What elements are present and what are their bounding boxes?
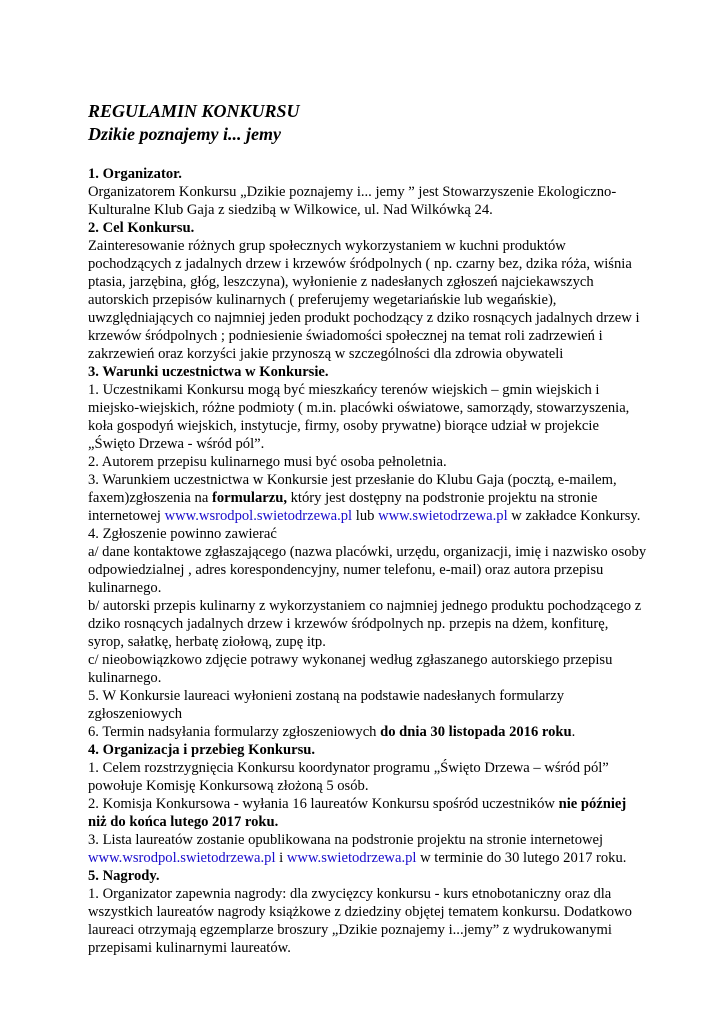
section-heading-goal: 2. Cel Konkursu. <box>88 220 195 236</box>
link-wsrodpol[interactable]: www.wsrodpol.swietodrzewa.pl <box>164 508 353 524</box>
organization-item-3-text-b: i <box>275 850 287 866</box>
organization-item-3-text-a: 3. Lista laureatów zostanie opublikowana na podstronie projektu na stronie internetowej <box>88 832 604 848</box>
conditions-item-3-text-a: 3. Warunkiem uczestnictwa w Konkursie jest przesłanie do Klubu Gaja (pocztą, e-mailem, faxem)zgłoszenia na <box>88 472 617 506</box>
document-body <box>88 165 648 957</box>
conditions-item-6-text-a: 6. Termin nadsyłania formularzy zgłoszeniowych <box>88 724 381 740</box>
conditions-item-2: 2. Autorem przepisu kulinarnego musi być osoba pełnoletnia. <box>88 454 447 470</box>
document-subtitle: Dzikie poznajemy i... jemy <box>88 124 281 144</box>
section-text-organizer: Organizatorem Konkursu „Dzikie poznajemy i... jemy ” jest Stowarzyszenie Ekologiczno-Kulturalne Klub Gaja z siedzibą w Wilkowice, ul. Nad Wilkówką 24. <box>88 184 617 218</box>
conditions-item-3-text-c: lub <box>352 508 379 524</box>
prizes-item-1: 1. Organizator zapewnia nagrody: dla zwycięzcy konkursu - kurs etnobotaniczny oraz dla wszystkich laureatów nagrody książkowe z dziedziny objętej tematem konkursu. Dodatkowo laureaci otrzymają egzemplarze broszury „Dzikie poznajemy i...jemy” z wydrukowanymi przepisami kulinarnymi laureatów. <box>88 886 632 956</box>
conditions-item-4c: c/ nieobowiązkowo zdjęcie potrawy wykonanej według zgłaszanego autorskiego przepisu kulinarnego. <box>88 652 613 686</box>
section-heading-prizes: 5. Nagrody. <box>88 868 160 884</box>
document-title: REGULAMIN KONKURSU <box>88 101 300 121</box>
conditions-item-4b: b/ autorski przepis kulinarny z wykorzystaniem co najmniej jednego produktu pochodzącego z dziko rosnących jadalnych drzew i krzewów śródpolnych np. przepis na dżem, konfiturę, syrop, sałatkę, herbatę ziołową, zupę itp. <box>88 598 642 650</box>
link-wsrodpol-2[interactable]: www.wsrodpol.swietodrzewa.pl <box>88 850 276 866</box>
conditions-item-5: 5. W Konkursie laureaci wyłonieni zostaną na podstawie nadesłanych formularzy zgłoszeniowych <box>88 688 565 722</box>
conditions-item-3-bold: formularzu, <box>211 490 287 506</box>
link-swietodrzewa[interactable]: www.swietodrzewa.pl <box>378 508 508 524</box>
conditions-item-4a: a/ dane kontaktowe zgłaszającego (nazwa placówki, urzędu, organizacji, imię i nazwisko osoby odpowiedzialnej , adres korespondencyjny, numer telefonu, e-mail) oraz autora przepisu kulinarnego. <box>88 544 647 596</box>
section-heading-organization: 4. Organizacja i przebieg Konkursu. <box>88 742 316 758</box>
conditions-item-3 <box>88 471 648 525</box>
conditions-item-1: 1. Uczestnikami Konkursu mogą być mieszkańcy terenów wiejskich – gmin wiejskich i miejsko-wiejskich, różne podmioty ( m.in. placówki oświatowe, samorządy, stowarzyszenia, koła gospodyń wiejskich, instytucje, firmy, osoby prywatne) biorące udział w projekcie „Święto Drzewa - wśród pól”. <box>88 382 630 452</box>
conditions-item-6-bold: do dnia 30 listopada 2016 roku <box>380 724 572 740</box>
conditions-item-3-text-d: w zakładce Konkursy. <box>507 508 641 524</box>
section-heading-conditions: 3. Warunki uczestnictwa w Konkursie. <box>88 364 329 380</box>
section-text-goal: Zainteresowanie różnych grup społecznych wykorzystaniem w kuchni produktów pochodzących z jadalnych drzew i krzewów śródpolnych ( np. czarny bez, dzika róża, wiśnia ptasia, jarzębina, głóg, leszczyna), wyłonienie z nadesłanych zgłoszeń najciekawszych autorskich przepisów kulinarnych ( preferujemy wegetariańskie lub wegańskie), uwzględniających co najmniej jeden produkt pochodzący z dziko rosnących jadalnych drzew i krzewów śródpolnych ; podniesienie świadomości społecznej na temat roli zadrzewień i zakrzewień oraz korzyści jakie przynoszą w szczególności dla zdrowia obywateli <box>88 238 640 362</box>
conditions-item-4: 4. Zgłoszenie powinno zawierać <box>88 526 277 542</box>
link-swietodrzewa-2[interactable]: www.swietodrzewa.pl <box>286 850 417 866</box>
conditions-item-6 <box>88 723 648 741</box>
organization-item-3 <box>88 831 648 867</box>
organization-item-3-text-c: w terminie do 30 lutego 2017 roku. <box>416 850 627 866</box>
conditions-item-3-text-b: który jest dostępny na podstronie projektu na stronie internetowej <box>88 490 598 524</box>
conditions-item-6-text-b: . <box>571 724 576 740</box>
organization-item-2-text: 2. Komisja Konkursowa - wyłania 16 laureatów Konkursu spośród uczestników <box>88 796 559 812</box>
organization-item-2-bold: nie później niż do końca lutego 2017 roku. <box>88 796 627 830</box>
organization-item-1: 1. Celem rozstrzygnięcia Konkursu koordynator programu „Święto Drzewa – wśród pól” powołuje Komisję Konkursową złożoną 5 osób. <box>88 760 609 794</box>
section-heading-organizer: 1. Organizator. <box>88 166 182 182</box>
organization-item-2 <box>88 795 648 831</box>
